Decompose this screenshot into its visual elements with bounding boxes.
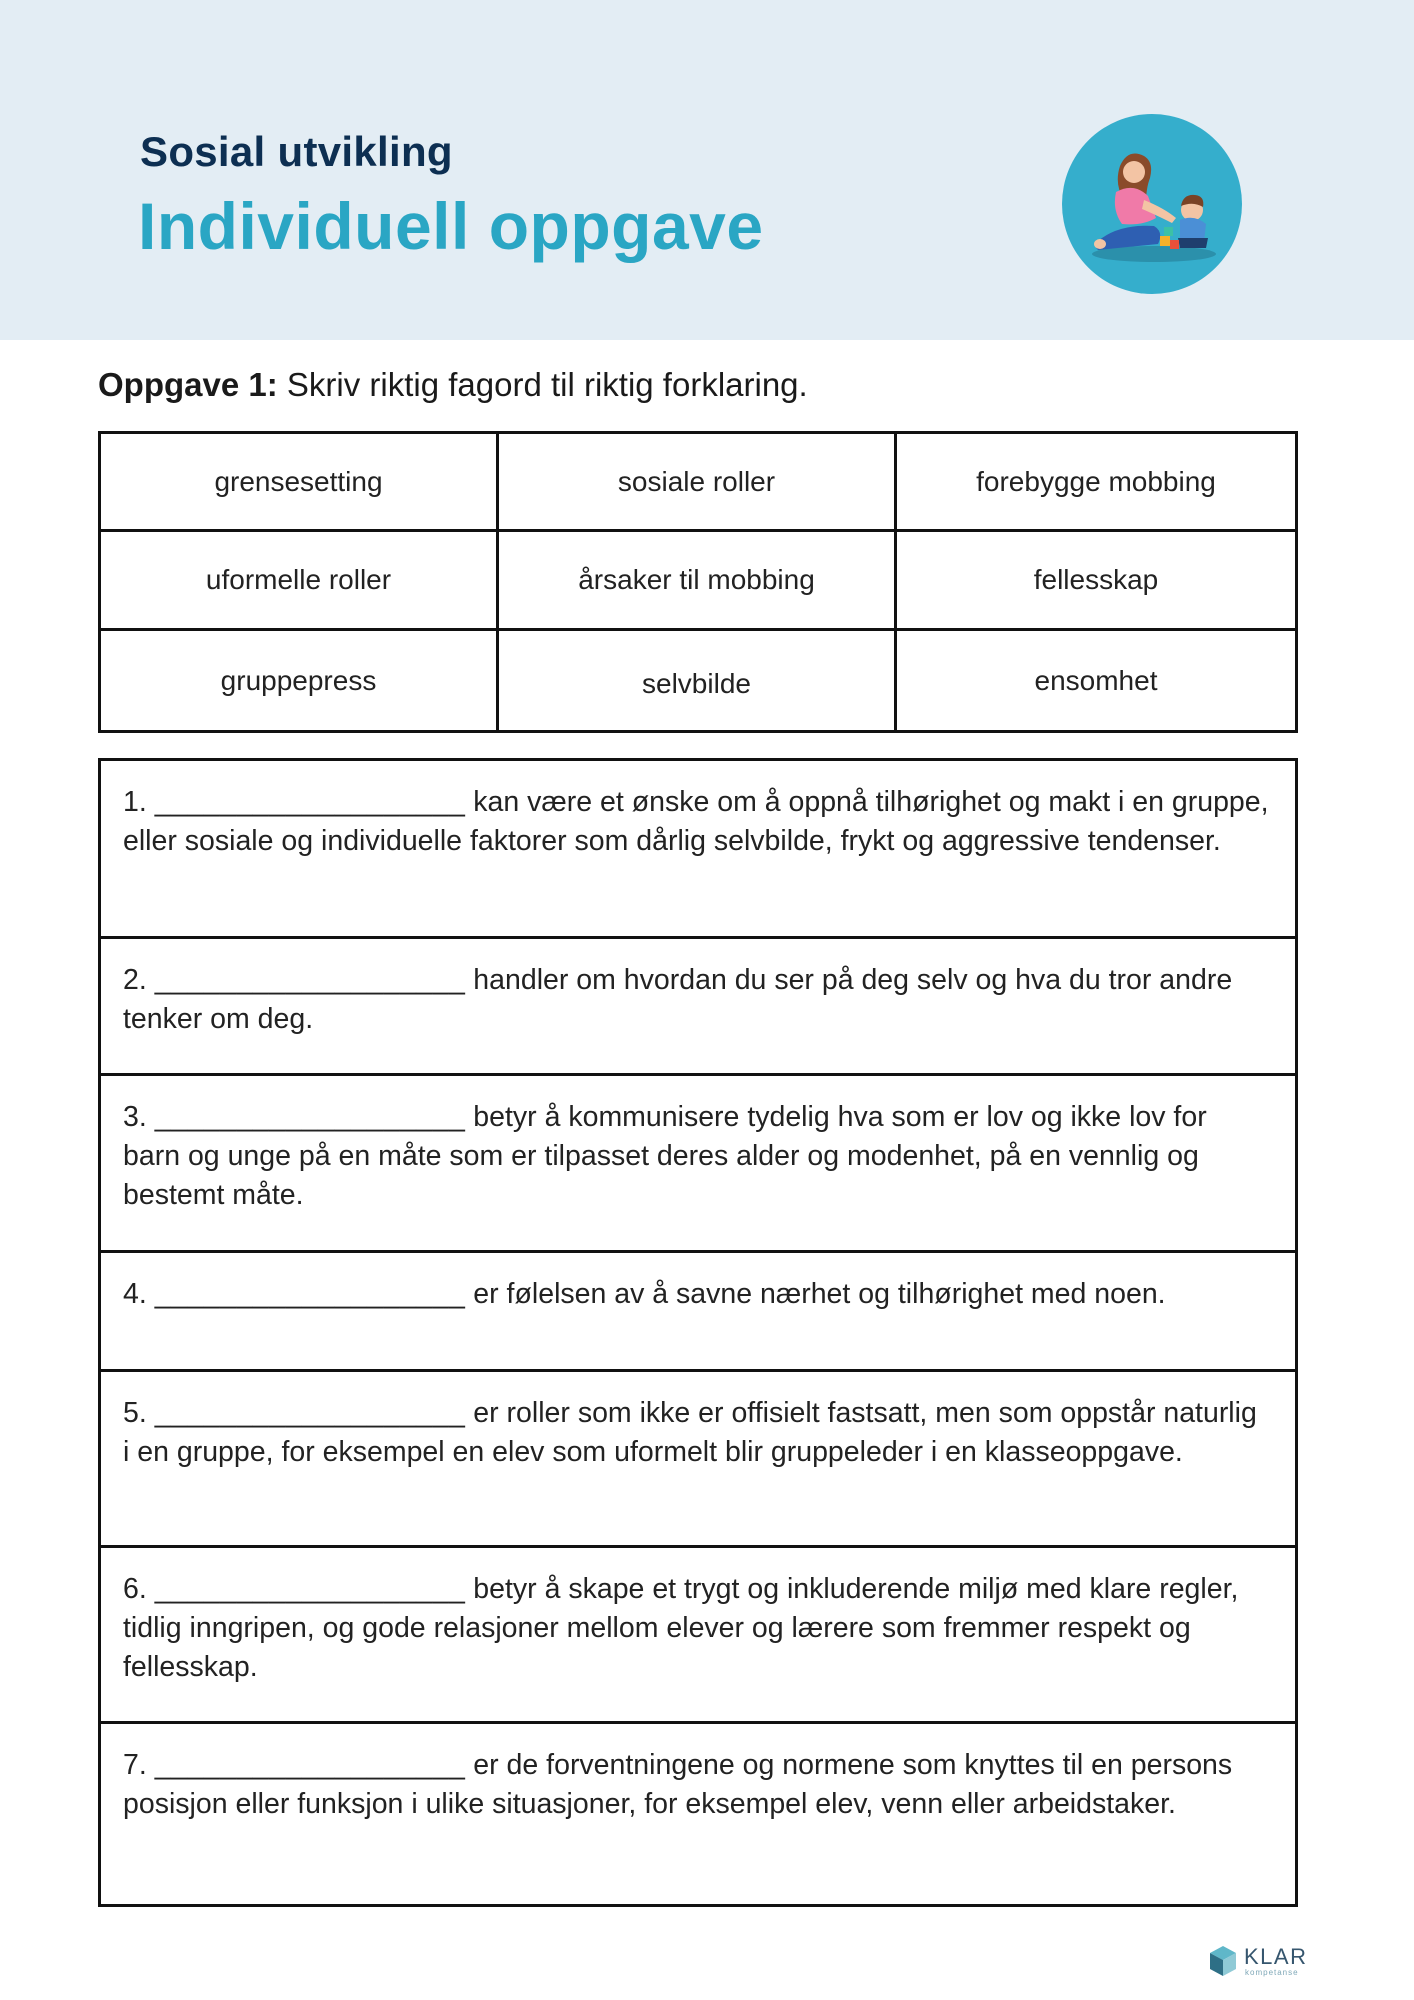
answer-blank: ___________________	[154, 964, 466, 996]
questions-table	[98, 758, 1298, 1907]
task-heading	[98, 366, 808, 404]
subject-heading: Sosial utvikling	[140, 128, 453, 175]
cube-logo-icon	[1208, 1944, 1238, 1978]
question-text: betyr å skape et trygt og inkluderende miljø med klare regler, tidlig inngripen, og gode relasjoner mellom elever og lærere som fremmer respekt og fellesskap.	[123, 1573, 1239, 1683]
word-bank-cell: selvbilde	[499, 631, 897, 730]
question-number: 3.	[123, 1101, 147, 1133]
question-number: 5.	[123, 1397, 147, 1429]
question-number: 7.	[123, 1749, 147, 1781]
answer-blank: ___________________	[154, 1278, 466, 1310]
answer-blank: ___________________	[154, 1573, 466, 1605]
question-number: 4.	[123, 1278, 147, 1310]
task-instruction: Skriv riktig fagord til riktig forklaring.	[277, 366, 808, 403]
word-bank-cell: årsaker til mobbing	[499, 532, 897, 631]
klar-logo	[1208, 1944, 1308, 1980]
logo-subtext: kompetanse	[1245, 1968, 1299, 1977]
answer-blank: ___________________	[154, 1397, 466, 1429]
word-bank-cell: sosiale roller	[499, 434, 897, 532]
question-row	[101, 1372, 1295, 1548]
answer-blank: ___________________	[154, 786, 466, 818]
question-row	[101, 1724, 1295, 1904]
answer-blank: ___________________	[154, 1101, 466, 1133]
question-row	[101, 761, 1295, 939]
question-number: 2.	[123, 964, 147, 996]
question-number: 1.	[123, 786, 147, 818]
question-text: er de forventningene og normene som knyttes til en persons posisjon eller funksjon i ulike situasjoner, for eksempel elev, venn eller arbeidstaker.	[123, 1749, 1233, 1820]
word-bank-cell: gruppepress	[101, 631, 499, 730]
question-number: 6.	[123, 1573, 147, 1605]
question-row	[101, 1253, 1295, 1372]
answer-blank: ___________________	[154, 1749, 466, 1781]
question-row	[101, 939, 1295, 1076]
question-text: er roller som ikke er offisielt fastsatt, men som oppstår naturlig i en gruppe, for eksempel en elev som uformelt blir gruppeleder i en klasseoppgave.	[123, 1397, 1257, 1468]
word-bank-table	[98, 431, 1298, 733]
word-bank-cell: forebygge mobbing	[897, 434, 1295, 532]
logo-text: KLAR	[1244, 1944, 1308, 1969]
caregiver-playing-with-child-icon	[1062, 114, 1242, 294]
word-bank-cell: ensomhet	[1034, 664, 1158, 696]
question-text: betyr å kommunisere tydelig hva som er lov og ikke lov for barn og unge på en måte som er tilpasset deres alder og modenhet, på en vennlig og bestemt måte.	[123, 1101, 1207, 1211]
task-label: Oppgave 1:	[98, 366, 278, 403]
page-title: Individuell oppgave	[138, 189, 764, 263]
word-bank-cell: grensesetting	[101, 434, 499, 532]
word-bank-cell: fellesskap	[897, 532, 1295, 631]
word-bank-cell: uformelle roller	[101, 532, 499, 631]
header-banner	[0, 0, 1414, 340]
question-text: handler om hvordan du ser på deg selv og hva du tror andre tenker om deg.	[123, 964, 1233, 1035]
question-row	[101, 1548, 1295, 1724]
question-text: kan være et ønske om å oppnå tilhørighet og makt i en gruppe, eller sosiale og individuelle faktorer som dårlig selvbilde, frykt og aggressive tendenser.	[123, 786, 1269, 857]
question-row	[101, 1076, 1295, 1253]
question-text: er følelsen av å savne nærhet og tilhørighet med noen.	[473, 1278, 1166, 1310]
